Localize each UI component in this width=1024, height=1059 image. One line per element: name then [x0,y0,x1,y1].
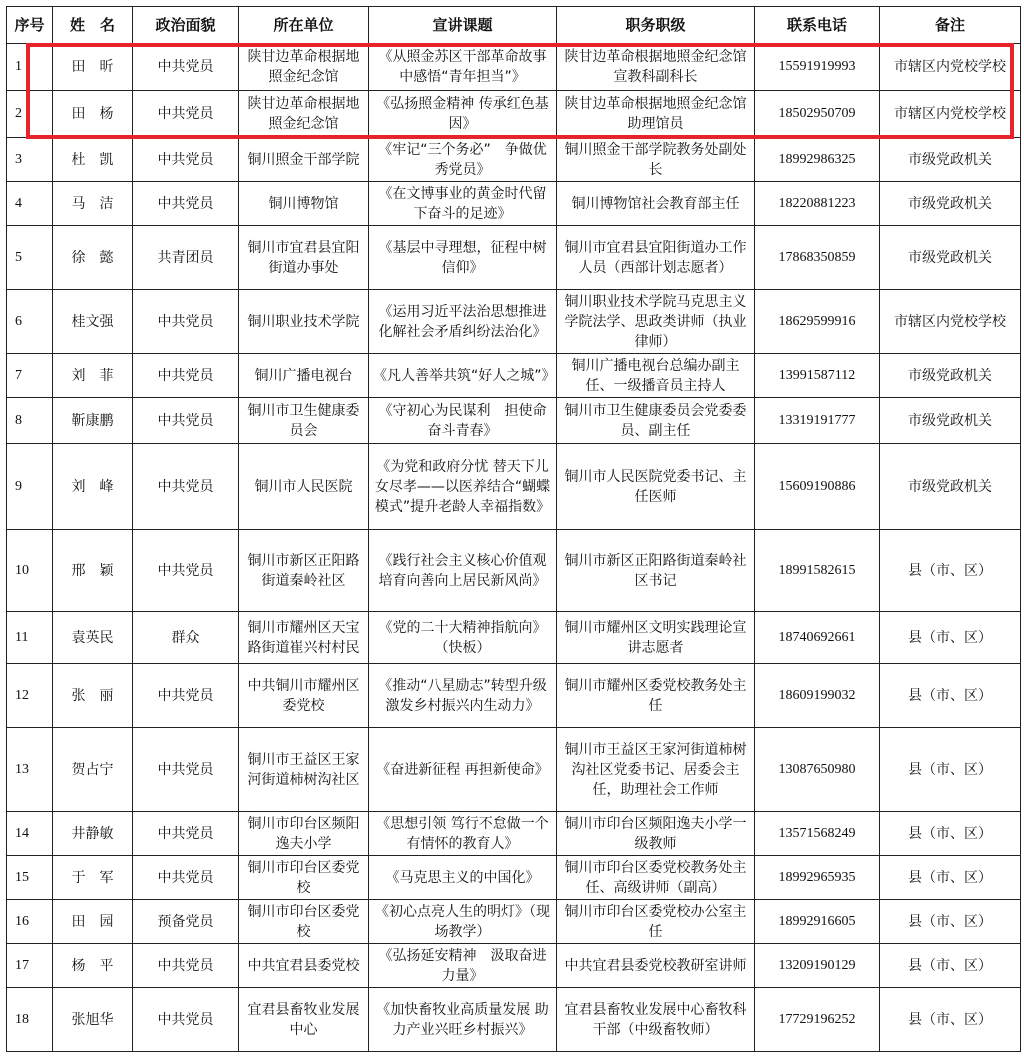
cell-name: 田 昕 [53,44,133,91]
cell-phone: 18502950709 [755,91,880,138]
cell-seq: 2 [7,91,53,138]
cell-phone: 13991587112 [755,354,880,398]
cell-phone: 18992965935 [755,856,880,900]
cell-unit: 铜川照金干部学院 [239,138,369,182]
cell-party: 中共党员 [133,812,239,856]
cell-party: 中共党员 [133,944,239,988]
cell-phone: 18992986325 [755,138,880,182]
cell-note: 县（市、区） [880,944,1021,988]
cell-note: 市级党政机关 [880,398,1021,444]
cell-name: 邢 颖 [53,530,133,612]
table-row [7,91,1021,138]
cell-seq: 3 [7,138,53,182]
cell-position: 铜川市印台区委党校教务处主任、高级讲师（副高） [557,856,755,900]
cell-seq: 5 [7,226,53,290]
cell-party: 中共党员 [133,44,239,91]
cell-position: 铜川市印台区委党校办公室主任 [557,900,755,944]
table-row [7,988,1021,1052]
cell-topic: 《在文博事业的黄金时代留下奋斗的足迹》 [369,182,557,226]
table-row [7,728,1021,812]
table-row [7,944,1021,988]
cell-position: 铜川广播电视台总编办副主任、一级播音员主持人 [557,354,755,398]
cell-note: 市级党政机关 [880,354,1021,398]
cell-note: 市级党政机关 [880,138,1021,182]
cell-unit: 铜川市人民医院 [239,444,369,530]
cell-name: 张旭华 [53,988,133,1052]
cell-topic: 《党的二十大精神指航向》（快板） [369,612,557,664]
cell-seq: 18 [7,988,53,1052]
header-phone: 联系电话 [755,7,880,44]
cell-party: 中共党员 [133,856,239,900]
cell-unit: 中共铜川市耀州区委党校 [239,664,369,728]
cell-name: 张 丽 [53,664,133,728]
cell-party: 中共党员 [133,91,239,138]
cell-seq: 13 [7,728,53,812]
cell-unit: 铜川职业技术学院 [239,290,369,354]
cell-phone: 18740692661 [755,612,880,664]
cell-phone: 15609190886 [755,444,880,530]
cell-name: 杨 平 [53,944,133,988]
speaker-table [6,6,1021,1052]
cell-note: 县（市、区） [880,612,1021,664]
cell-unit: 宜君县畜牧业发展中心 [239,988,369,1052]
cell-party: 中共党员 [133,728,239,812]
cell-position: 陕甘边革命根据地照金纪念馆助理馆员 [557,91,755,138]
cell-name: 徐 懿 [53,226,133,290]
table-row [7,900,1021,944]
cell-seq: 7 [7,354,53,398]
cell-unit: 铜川博物馆 [239,182,369,226]
cell-topic: 《守初心为民谋利 担使命奋斗青春》 [369,398,557,444]
header-name: 姓 名 [53,7,133,44]
cell-name: 田 园 [53,900,133,944]
cell-party: 中共党员 [133,290,239,354]
cell-topic: 《为党和政府分忧 替天下儿女尽孝——以医养结合“蝴蝶模式”提升老龄人幸福指数》 [369,444,557,530]
table-row [7,664,1021,728]
cell-name: 桂文强 [53,290,133,354]
cell-note: 市级党政机关 [880,182,1021,226]
cell-position: 铜川市新区正阳路街道秦岭社区书记 [557,530,755,612]
cell-unit: 中共宜君县委党校 [239,944,369,988]
cell-phone: 13571568249 [755,812,880,856]
table-row [7,444,1021,530]
cell-position: 铜川博物馆社会教育部主任 [557,182,755,226]
header-unit: 所在单位 [239,7,369,44]
cell-seq: 1 [7,44,53,91]
cell-note: 县（市、区） [880,900,1021,944]
table-row [7,226,1021,290]
cell-seq: 4 [7,182,53,226]
cell-topic: 《从照金苏区干部革命故事中感悟“青年担当”》 [369,44,557,91]
cell-topic: 《弘扬照金精神 传承红色基因》 [369,91,557,138]
cell-note: 县（市、区） [880,856,1021,900]
cell-position: 中共宜君县委党校教研室讲师 [557,944,755,988]
cell-topic: 《思想引领 笃行不怠做一个有情怀的教育人》 [369,812,557,856]
cell-seq: 11 [7,612,53,664]
cell-name: 靳康鹏 [53,398,133,444]
cell-seq: 8 [7,398,53,444]
cell-unit: 铜川市耀州区天宝路街道崔兴村村民 [239,612,369,664]
cell-position: 铜川市人民医院党委书记、主任医师 [557,444,755,530]
cell-topic: 《运用习近平法治思想推进化解社会矛盾纠纷法治化》 [369,290,557,354]
cell-position: 铜川市耀州区文明实践理论宣讲志愿者 [557,612,755,664]
header-position: 职务职级 [557,7,755,44]
cell-name: 于 军 [53,856,133,900]
cell-name: 田 杨 [53,91,133,138]
cell-unit: 陕甘边革命根据地照金纪念馆 [239,44,369,91]
cell-note: 县（市、区） [880,812,1021,856]
cell-party: 群众 [133,612,239,664]
table-row [7,398,1021,444]
cell-unit: 陕甘边革命根据地照金纪念馆 [239,91,369,138]
cell-phone: 18991582615 [755,530,880,612]
cell-name: 刘 峰 [53,444,133,530]
cell-party: 中共党员 [133,398,239,444]
cell-topic: 《基层中寻理想，征程中树信仰》 [369,226,557,290]
cell-name: 杜 凯 [53,138,133,182]
cell-position: 铜川市印台区频阳逸夫小学一级教师 [557,812,755,856]
cell-topic: 《马克思主义的中国化》 [369,856,557,900]
cell-note: 市辖区内党校学校 [880,290,1021,354]
cell-topic: 《弘扬延安精神 汲取奋进力量》 [369,944,557,988]
header-political-status: 政治面貌 [133,7,239,44]
cell-position: 宜君县畜牧业发展中心畜牧科干部（中级畜牧师） [557,988,755,1052]
cell-phone: 13209190129 [755,944,880,988]
cell-unit: 铜川市印台区频阳逸夫小学 [239,812,369,856]
header-topic: 宣讲课题 [369,7,557,44]
cell-name: 刘 菲 [53,354,133,398]
cell-party: 中共党员 [133,664,239,728]
cell-unit: 铜川市卫生健康委员会 [239,398,369,444]
cell-topic: 《牢记“三个务必” 争做优秀党员》 [369,138,557,182]
cell-phone: 18992916605 [755,900,880,944]
cell-note: 市级党政机关 [880,226,1021,290]
cell-note: 市辖区内党校学校 [880,91,1021,138]
table-header-row [7,7,1021,44]
cell-phone: 18609199032 [755,664,880,728]
cell-position: 铜川职业技术学院马克思主义学院法学、思政类讲师（执业律师） [557,290,755,354]
cell-topic: 《奋进新征程 再担新使命》 [369,728,557,812]
cell-name: 马 洁 [53,182,133,226]
cell-topic: 《加快畜牧业高质量发展 助力产业兴旺乡村振兴》 [369,988,557,1052]
cell-party: 预备党员 [133,900,239,944]
cell-party: 中共党员 [133,182,239,226]
cell-party: 中共党员 [133,530,239,612]
cell-unit: 铜川广播电视台 [239,354,369,398]
table-row [7,612,1021,664]
table-row [7,354,1021,398]
cell-note: 县（市、区） [880,530,1021,612]
cell-unit: 铜川市新区正阳路街道秦岭社区 [239,530,369,612]
cell-party: 共青团员 [133,226,239,290]
table-row [7,138,1021,182]
cell-note: 市级党政机关 [880,444,1021,530]
cell-position: 铜川照金干部学院教务处副处长 [557,138,755,182]
table-row [7,856,1021,900]
cell-name: 井静敏 [53,812,133,856]
cell-phone: 18629599916 [755,290,880,354]
cell-note: 县（市、区） [880,988,1021,1052]
cell-position: 铜川市王益区王家河街道柿树沟社区党委书记、居委会主任，助理社会工作师 [557,728,755,812]
cell-party: 中共党员 [133,988,239,1052]
cell-unit: 铜川市印台区委党校 [239,856,369,900]
table-row [7,44,1021,91]
table-row [7,290,1021,354]
table-row [7,812,1021,856]
cell-party: 中共党员 [133,354,239,398]
cell-seq: 9 [7,444,53,530]
speaker-table-container [6,6,1020,1052]
cell-seq: 15 [7,856,53,900]
cell-name: 袁英民 [53,612,133,664]
cell-topic: 《推动“八星励志”转型升级 激发乡村振兴内生动力》 [369,664,557,728]
cell-topic: 《凡人善举共筑“好人之城”》 [369,354,557,398]
cell-note: 市辖区内党校学校 [880,44,1021,91]
cell-seq: 6 [7,290,53,354]
cell-phone: 13087650980 [755,728,880,812]
table-row [7,182,1021,226]
cell-seq: 14 [7,812,53,856]
cell-position: 铜川市宜君县宜阳街道办工作人员（西部计划志愿者） [557,226,755,290]
cell-topic: 《初心点亮人生的明灯》（现场教学） [369,900,557,944]
cell-phone: 18220881223 [755,182,880,226]
cell-unit: 铜川市王益区王家河街道柿树沟社区 [239,728,369,812]
cell-seq: 17 [7,944,53,988]
header-seq: 序号 [7,7,53,44]
cell-position: 铜川市卫生健康委员会党委委员、副主任 [557,398,755,444]
cell-name: 贺占宁 [53,728,133,812]
cell-seq: 12 [7,664,53,728]
cell-note: 县（市、区） [880,664,1021,728]
table-row [7,530,1021,612]
cell-phone: 17868350859 [755,226,880,290]
cell-seq: 16 [7,900,53,944]
header-note: 备注 [880,7,1021,44]
cell-unit: 铜川市宜君县宜阳街道办事处 [239,226,369,290]
cell-position: 陕甘边革命根据地照金纪念馆宣教科副科长 [557,44,755,91]
cell-party: 中共党员 [133,444,239,530]
cell-unit: 铜川市印台区委党校 [239,900,369,944]
cell-phone: 15591919993 [755,44,880,91]
cell-party: 中共党员 [133,138,239,182]
cell-note: 县（市、区） [880,728,1021,812]
cell-seq: 10 [7,530,53,612]
cell-topic: 《践行社会主义核心价值观 培育向善向上居民新风尚》 [369,530,557,612]
cell-phone: 13319191777 [755,398,880,444]
cell-phone: 17729196252 [755,988,880,1052]
cell-position: 铜川市耀州区委党校教务处主任 [557,664,755,728]
